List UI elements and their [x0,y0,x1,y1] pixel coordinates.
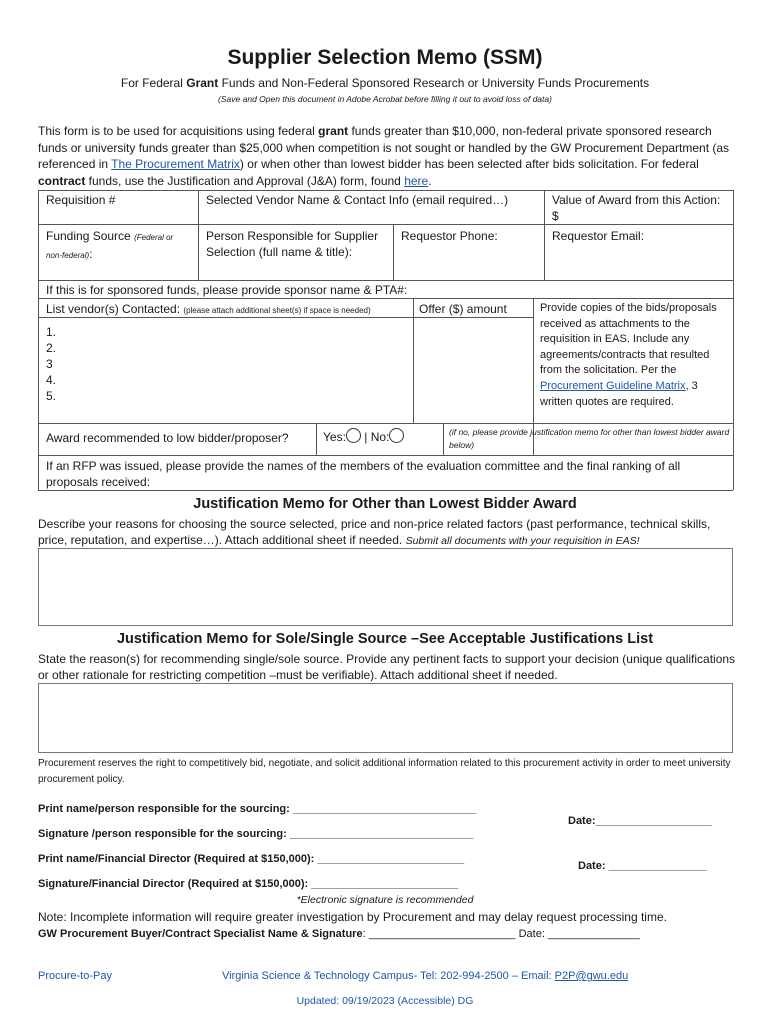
procurement-guideline-link[interactable]: Procurement Guideline Matrix [540,379,686,392]
subtitle: For Federal Grant Funds and Non-Federal Sponsored Research or University Funds Procurements [120,76,650,90]
provide-copies-note: Provide copies of the bids/proposals received as attachments to the requisition in EAS. Include any agreements/contracts that resulted from the solicitation. Per the Procurement Guideline Matrix, 3 written quotes are required. [540,302,717,408]
justification-lowest-heading: Justification Memo for Other than Lowest Bidder Award [193,496,577,512]
rfp-field[interactable]: If an RFP was issued, please provide the names of the members of the evaluation committee and the final ranking of all proposals received: [46,459,681,489]
justification-lowest-text: Describe your reasons for choosing the source selected, price and non-price related factors (past performance, technical skills, price, reputation, and expertise…). Attach additional sheet if needed. Submit all documents with your requisition in EAS! [38,517,711,547]
justification-sole-input[interactable] [38,683,733,753]
signature-director-field[interactable]: Signature/Financial Director (Required at $150,000): ________________________ [38,878,459,890]
yes-radio[interactable] [346,428,361,443]
list-item: 3 [46,357,53,371]
email-link[interactable]: P2P@gwu.edu [554,970,629,982]
footer-contact: Virginia Science & Technology Campus- Tel: 202-994-2500 – Email: P2P@gwu.edu [222,970,629,982]
print-name-director-field[interactable]: Print name/Financial Director (Required at $150,000): ________________________ [38,853,465,865]
justification-lowest-input[interactable] [38,548,733,626]
vendor-field[interactable]: Selected Vendor Name & Contact Info (email required…) [206,193,509,207]
funding-source-field[interactable]: Funding Source (Federal or non-federal): [46,229,174,261]
requisition-field[interactable]: Requisition # [46,193,116,207]
award-value-field[interactable]: Value of Award from this Action: $ [552,193,721,223]
procurement-matrix-link[interactable]: The Procurement Matrix [111,157,240,171]
if-no-note: (if no, please provide justification memo for other than lowest bidder award below) [449,427,730,450]
list-item: 1. [46,325,57,339]
list-item: 5. [46,389,57,403]
footer-procure-to-pay: Procure-to-Pay [38,970,112,982]
date-field-2[interactable]: Date: ________________ [578,860,707,872]
reserve-statement: Procurement reserves the right to competitively bid, negotiate, and solicit additional information related to this procurement activity in order to meet university procurement policy. [38,758,731,785]
footer-updated: Updated: 09/19/2023 (Accessible) DG [296,995,474,1007]
save-note: (Save and Open this document in Adobe Acrobat before filling it out to avoid loss of data) [218,94,552,104]
print-name-sourcing-field[interactable]: Print name/person responsible for the sourcing: ______________________________ [38,803,477,815]
signature-sourcing-field[interactable]: Signature /person responsible for the sourcing: ______________________________ [38,828,474,840]
justification-sole-text: State the reason(s) for recommending single/sole source. Provide any pertinent facts to support your decision (unique qualifications or other rationale for restricting competition –must be verifiable). Attach additional sheet if needed. [38,652,736,682]
date-field-1[interactable]: Date:___________________ [568,815,712,827]
incomplete-note: Note: Incomplete information will require greater investigation by Procurement and may delay request processing time. [38,910,667,924]
ja-form-link[interactable]: here [404,173,429,188]
no-radio[interactable] [389,428,404,443]
requestor-email-field[interactable]: Requestor Email: [552,229,645,243]
esig-note: *Electronic signature is recommended [296,894,474,906]
requestor-phone-field[interactable]: Requestor Phone: [401,229,498,243]
list-item: 4. [46,373,57,387]
list-item: 2. [46,341,57,355]
intro-paragraph: This form is to be used for acquisitions using federal grant funds greater than $10,000, non-federal private sponsored research funds or university funds greater than $25,000 when competition is not sought or handled by the GW Procurement Department (as referenced in The Procurement Matrix) or when other than lowest bidder has been selected after bids solicitation. For federal contract funds, use the Justification and Approval (J&A) form, found here. [38,124,730,188]
award-question: Award recommended to low bidder/proposer? [46,431,289,445]
vendor-list[interactable] [46,324,406,404]
yes-no-options: Yes: | No: [323,428,441,445]
vendors-contacted-label: List vendor(s) Contacted: (please attach additional sheet(s) if space is needed) [46,302,371,316]
justification-sole-heading: Justification Memo for Sole/Single Source –See Acceptable Justifications List [116,631,654,647]
person-responsible-field[interactable]: Person Responsible for Supplier Selection (full name & title): [206,229,379,259]
offer-amount-label: Offer ($) amount [419,302,507,316]
sponsored-funds-field[interactable]: If this is for sponsored funds, please provide sponsor name & PTA#: [46,283,408,297]
page-title: Supplier Selection Memo (SSM) [227,46,543,69]
buyer-signature-line[interactable]: GW Procurement Buyer/Contract Specialist Name & Signature: ________________________ Date: _______________ [38,928,640,940]
